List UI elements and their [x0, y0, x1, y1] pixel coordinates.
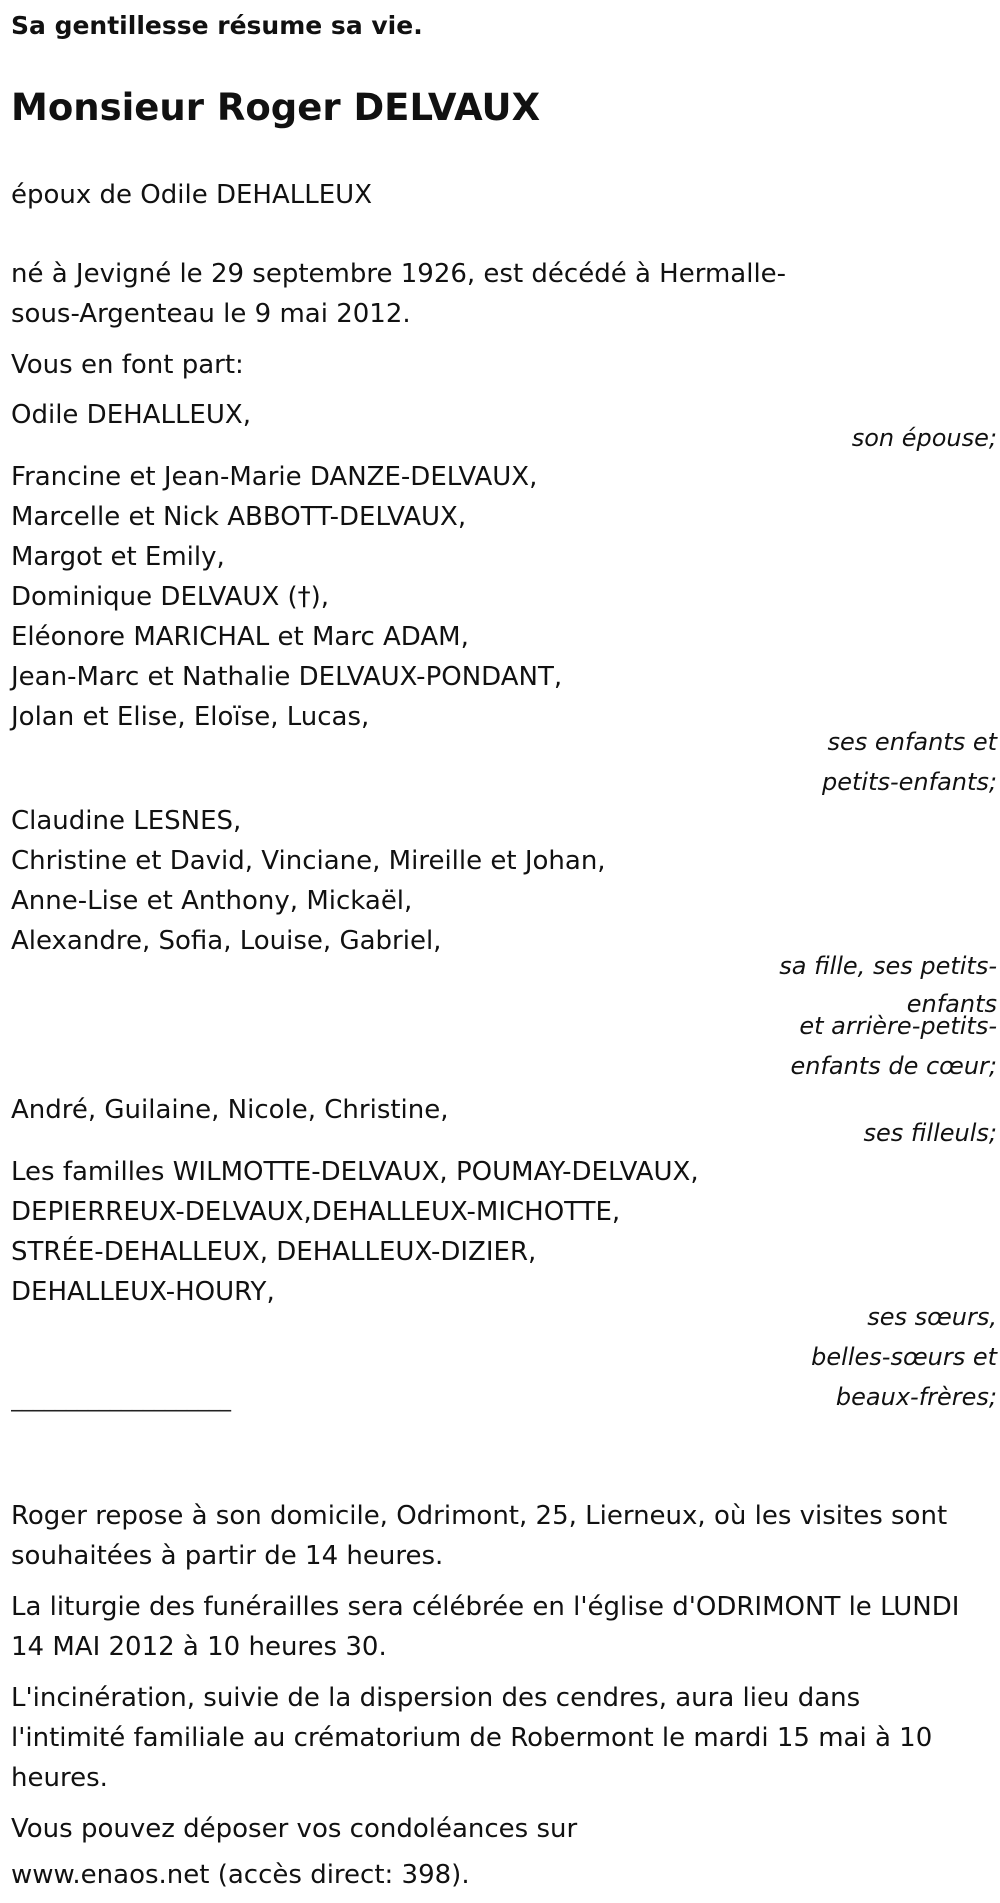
group-4-name-2: STRÉE-DEHALLEUX, DEHALLEUX-DIZIER, [11, 1237, 537, 1267]
website-link[interactable]: www.enaos.net (accès direct: 398). [11, 1860, 470, 1890]
group-2-name-0: Claudine LESNES, [11, 806, 242, 836]
spouse-line: époux de Odile DEHALLEUX [11, 180, 373, 210]
group-4-name-1: DEPIERREUX-DELVAUX,DEHALLEUX-MICHOTTE, [11, 1197, 621, 1227]
group-3-relation [600, 1113, 997, 1153]
group-3-name-0: André, Guilaine, Nicole, Christine, [11, 1095, 449, 1125]
group-2-relation-line-0: sa fille, ses petits- [779, 952, 997, 980]
group-1-relation [600, 722, 997, 802]
group-2-relation-line-1: enfants [906, 990, 997, 1018]
group-4-name-3: DEHALLEUX-HOURY, [11, 1277, 275, 1307]
group-1-relation-line-1: petits-enfants; [822, 768, 997, 796]
group-4-relation [600, 1297, 997, 1417]
incineration-line-1: L'incinération, suivie de la dispersion des cendres, aura lieu dans [11, 1683, 861, 1713]
group-2-relation [600, 946, 997, 1086]
group-1-name-0: Francine et Jean-Marie DANZE-DELVAUX, [11, 462, 538, 492]
group-2-relation-line-2: et arrière-petits- [799, 1012, 997, 1040]
separator-line: ____________________ [11, 1388, 231, 1412]
quote-line: Sa gentillesse résume sa vie. [11, 11, 423, 40]
deceased-name: Monsieur Roger DELVAUX [11, 86, 541, 129]
liturgie-line-2: 14 MAI 2012 à 10 heures 30. [11, 1632, 387, 1662]
group-3-relation-line-0: ses filleuls; [863, 1119, 997, 1147]
group-1-name-5: Jean-Marc et Nathalie DELVAUX-PONDANT, [11, 662, 563, 692]
group-4-relation-line-2: beaux-frères; [835, 1383, 997, 1411]
group-4-name-0: Les familles WILMOTTE-DELVAUX, POUMAY-DELVAUX, [11, 1157, 699, 1187]
group-1-name-4: Eléonore MARICHAL et Marc ADAM, [11, 622, 469, 652]
group-1-name-6: Jolan et Elise, Eloïse, Lucas, [11, 702, 370, 732]
group-4-relation-line-1: belles-sœurs et [811, 1343, 997, 1371]
group-0-name-0: Odile DEHALLEUX, [11, 400, 251, 430]
group-1-name-3: Dominique DELVAUX (†), [11, 582, 330, 612]
repose-line-1: Roger repose à son domicile, Odrimont, 25, Lierneux, où les visites sont [11, 1501, 948, 1531]
group-2-name-1: Christine et David, Vinciane, Mireille et Johan, [11, 846, 606, 876]
group-4-relation-line-0: ses sœurs, [867, 1303, 997, 1331]
group-0-relation-line-0: son épouse; [851, 424, 997, 452]
group-1-name-1: Marcelle et Nick ABBOTT-DELVAUX, [11, 502, 467, 532]
incineration-line-2: l'intimité familiale au crématorium de Robermont le mardi 15 mai à 10 [11, 1723, 933, 1753]
birth-death-line-2: sous-Argenteau le 9 mai 2012. [11, 299, 411, 329]
group-2-relation-line-3: enfants de cœur; [790, 1052, 997, 1080]
group-1-name-2: Margot et Emily, [11, 542, 225, 572]
birth-death-line-1: né à Jevigné le 29 septembre 1926, est décédé à Hermalle- [11, 259, 787, 289]
liturgie-line-1: La liturgie des funérailles sera célébrée en l'église d'ODRIMONT le LUNDI [11, 1592, 960, 1622]
condoleances-line: Vous pouvez déposer vos condoléances sur [11, 1814, 578, 1844]
group-0-relation [600, 418, 997, 458]
incineration-line-3: heures. [11, 1763, 108, 1793]
group-1-relation-line-0: ses enfants et [827, 728, 997, 756]
group-2-name-2: Anne-Lise et Anthony, Mickaël, [11, 886, 413, 916]
repose-line-2: souhaitées à partir de 14 heures. [11, 1541, 444, 1571]
group-2-name-3: Alexandre, Sofia, Louise, Gabriel, [11, 926, 442, 956]
intro-line: Vous en font part: [11, 350, 244, 380]
